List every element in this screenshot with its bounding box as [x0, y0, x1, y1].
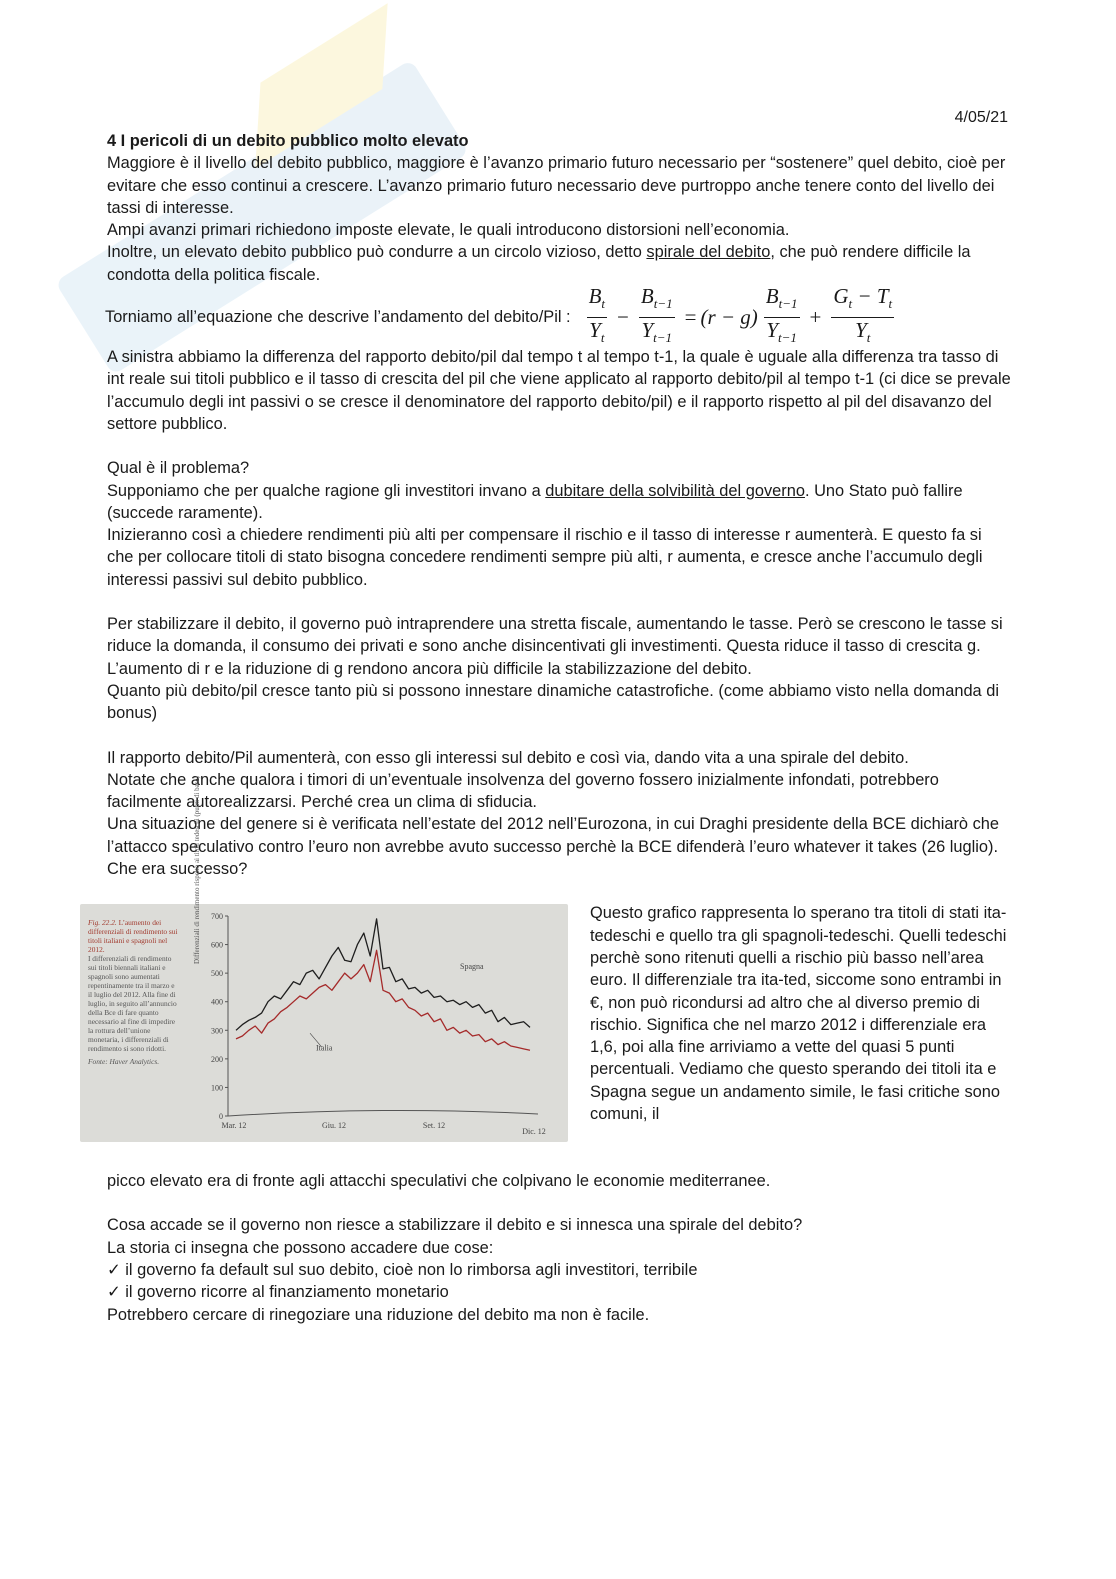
figure-caption — [88, 918, 178, 1066]
figure-commentary: Questo grafico rappresenta lo sperano tra titoli di stati ita-tedeschi e quello tra gli spagnoli-tedeschi. Quelli tedeschi perchè sono ritenuti quelli a rischio più basso nell’area euro. Il differenziale tra ita-ted, siccome sono entrambi in €, non può ricondursi ad altro che al diverso premio di rischio. Significa che nel marzo 2012 i differenziale era 1,6, poi alla fine arriviamo a vette del quasi 5 punti percentuali. Vediamo che questo sperando dei titoli ita e Spagna segue un andamento simile, le fasi critiche sono comuni, il — [590, 904, 1007, 1123]
problem-paragraph-1 — [107, 480, 1012, 525]
problem-paragraph-2: Inizieranno così a chiedere rendimenti più alti per compensare il rischio e il tasso di interesse r aumenterà. E questo fa si che per collocare titoli di stato bisogna concedere rendimenti sempre più alti, r aumenta, e cresce anche l’accumulo degli interessi passivi sul debito pubblico. — [107, 526, 983, 589]
stabilize-paragraph-1: Per stabilizzare il debito, il governo può intraprendere una stretta fiscale, aumentando le tasse. Però se crescono le tasse si riduce la domanda, il consumo dei privati e sono anche disincentivati gli investimenti. Questa riduce il tasso di crescita g. L’aumento di r e la riduzione di g rendono ancora più difficile la stabilizzazione del debito. — [107, 615, 1003, 678]
y-tick-label: 500 — [211, 969, 223, 979]
problem-s1-text: Supponiamo che per qualche ragione gli investitori invano a — [107, 481, 546, 500]
equation-label: Torniamo all’equazione che descrive l’andamento del debito/Pil : — [105, 307, 571, 326]
figure-title: L’aumento dei differenziali di rendimento sui titoli italiani e spagnoli nel 2012. — [88, 918, 178, 955]
plus-sign: + — [809, 304, 822, 329]
chart-y-axis-label: Differenziali di rendimento rispetto ai titoli tedeschi (punti di base) — [193, 776, 201, 965]
ending-last: Potrebbero cercare di rinegoziare una riduzione del debito ma non è facile. — [107, 1305, 650, 1324]
spiral-paragraph-1: Il rapporto debito/Pil aumenterà, con esso gli interessi sul debito e così via, dando vita a una spirale del debito. — [107, 748, 909, 767]
spiral-paragraph-3: Una situazione del genere si è verificata nell’estate del 2012 nell’Eurozona, in cui Draghi presidente della BCE dichiarò che l’attacco speculativo contro l’euro non avrebbe avuto successo perchè la BCE difenderà l’euro whatever it takes (26 luglio). Che era successo? — [107, 815, 1000, 879]
y-tick-label: 100 — [211, 1083, 223, 1093]
intro-p3-text-end: , che può rendere difficile la condotta della politica fiscale. — [107, 243, 971, 284]
figure-source: Fonte: Haver Analytics. — [88, 1057, 160, 1067]
problem-s1-text-end: . Uno Stato può fallire (succede raramente). — [107, 481, 963, 522]
section-title: 4 I pericoli di un debito pubblico molto elevato — [107, 132, 469, 150]
intro-p3-text: Inoltre, un elevato debito pubblico può condurre a un circolo vizioso, detto — [107, 243, 647, 262]
figure-description: I differenziali di rendimento sui titoli biennali italiani e spagnoli sono aumentati repentinamente tra il marzo e il luglio del 2012. Alla fine di luglio, in seguito all’annuncio della Bce di fare quanto necessario al fine di impedire la rottura dell’unione monetaria, i differenziali di rendimento si sono ridotti. — [88, 954, 177, 1054]
spirale-link-text: spirale del debito — [646, 243, 771, 262]
r-minus-g: (r − g) — [700, 304, 758, 329]
x-tick-label: Set. 12 — [422, 1121, 446, 1131]
equals-sign: = — [684, 304, 697, 329]
x-axis-line — [228, 1111, 538, 1117]
figure-label: Fig. 22.2. — [88, 918, 117, 928]
y-tick-label: 300 — [211, 1026, 223, 1036]
x-tick-label: Dic. 12 — [522, 1127, 546, 1137]
intro-paragraph-1: Maggiore è il livello del debito pubblico, maggiore è l’avanzo primario futuro necessario per “sostenere” quel debito, cioè per evitare che esso continui a crescere. L’avanzo primario futuro necessario deve purtroppo anche tenere conto del livello dei tassi di interesse. — [107, 154, 1006, 217]
y-tick-label: 0 — [219, 1112, 223, 1122]
document-body — [88, 130, 1012, 1326]
series-line-spagna — [236, 919, 530, 1030]
problem-question: Qual è il problema? — [107, 459, 250, 478]
fraction-bt1-yt1: $\frac{B_{t-1}}{Y_{t-1}}$ — [640, 284, 673, 345]
fraction-bt1-yt1-rhs: $\frac{B_{t-1}}{Y_{t-1}}$ — [765, 284, 798, 345]
ending-question: Cosa accade se il governo non riesce a stabilizzare il debito e si innesca una spirale del debito? — [107, 1216, 803, 1235]
fraction-bt-yt: $\frac{B_t}{Y_t}$ — [588, 284, 606, 345]
minus-sign: − — [617, 304, 629, 329]
stabilize-paragraph-2: Quanto più debito/pil cresce tanto più si possono innestare dinamiche catastrofiche. (come abbiamo visto nella domanda di bonus) — [107, 681, 999, 723]
x-tick-label: Giu. 12 — [322, 1121, 346, 1131]
y-tick-label: 400 — [211, 998, 223, 1008]
intro-paragraph-3 — [107, 241, 1012, 286]
spread-line-chart — [198, 904, 558, 1142]
equation-explanation: A sinistra abbiamo la differenza del rapporto debito/pil dal tempo t al tempo t-1, la quale è uguale alla differenza tra tasso di int reale sui titoli pubblico e il tasso di crescita del pil che viene applicato al rapporto debito/pil al tempo t-1 (ci dice se prevale l’accumulo degli int passivi o se cresce il denominatore del rapporto debito/pil) e il rapporto rispetto al pil del disavanzo del settore pubblico. — [107, 348, 1011, 433]
ending-item-monetary: ✓ il governo ricorre al finanziamento monetario — [107, 1283, 449, 1302]
debt-equation — [581, 285, 901, 349]
ending-item-default: ✓ il governo fa default sul suo debito, cioè non lo rimborsa agli investitori, terribile — [107, 1260, 698, 1279]
intro-paragraph-2: Ampi avanzi primari richiedono imposte elevate, le quali introducono distorsioni nell’economia. — [107, 221, 790, 240]
solvibilita-link-text: dubitare della solvibilità del governo — [545, 481, 805, 500]
series-label-spagna: Spagna — [460, 962, 484, 972]
y-tick-label: 600 — [211, 940, 223, 950]
series-label-italia: Italia — [316, 1043, 333, 1053]
x-tick-label: Mar. 12 — [221, 1121, 247, 1131]
document-date: 4/05/21 — [954, 109, 1008, 126]
spiral-paragraph-2: Notate che anche qualora i timori di un’eventuale insolvenza del governo fossero inizialmente infondati, potrebbero facilmente autorealizzarsi. Perché crea un clima di sfiducia. — [107, 770, 939, 812]
y-tick-label: 200 — [211, 1055, 223, 1065]
fraction-gt-tt-yt: $\frac{G_t - T_t}{Y_t}$ — [833, 284, 893, 345]
ending-intro: La storia ci insegna che possono accadere due cose: — [107, 1238, 494, 1257]
y-tick-label: 700 — [211, 912, 223, 922]
equation-row — [105, 284, 1012, 346]
figure-commentary-end: picco elevato era di fronte agli attacchi speculativi che colpivano le economie mediterranee. — [107, 1172, 771, 1191]
